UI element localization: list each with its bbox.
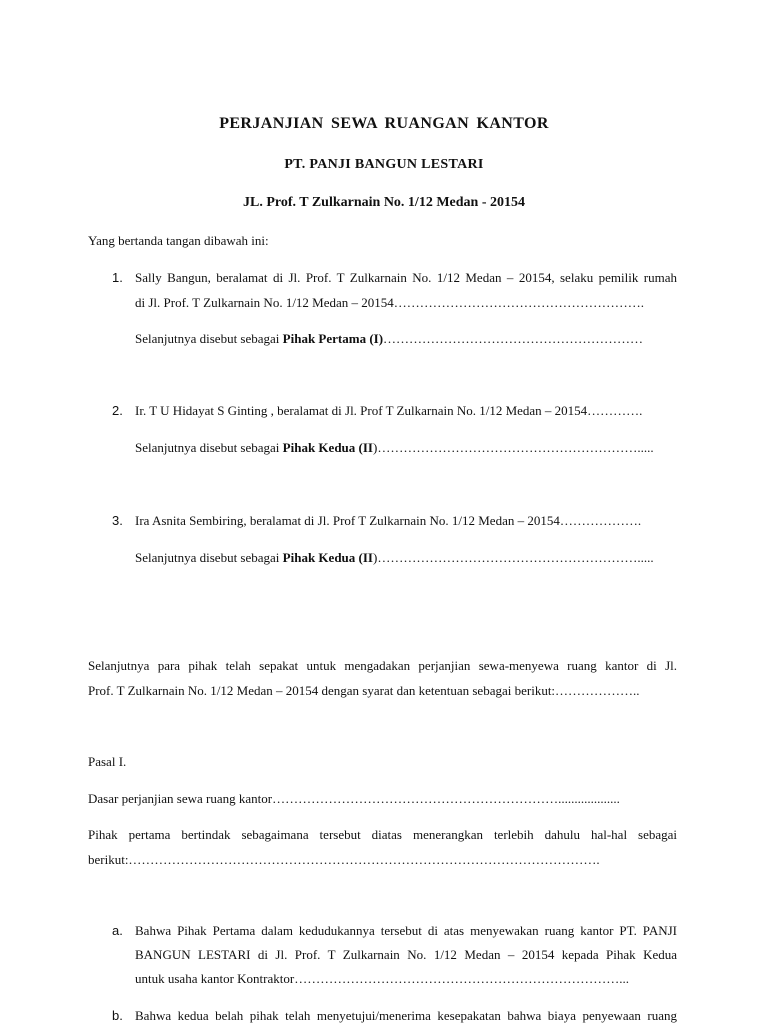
party-role: Pihak Kedua (II bbox=[282, 550, 373, 565]
party-role: Pihak Pertama (I) bbox=[282, 331, 384, 346]
party-3-reference bbox=[135, 550, 654, 566]
reference-prefix: Selanjutnya disebut sebagai bbox=[135, 440, 283, 455]
party-number: 1. bbox=[112, 270, 123, 285]
intro-text: Yang bertanda tangan dibawah ini: bbox=[88, 233, 269, 248]
party-1-line-2: di Jl. Prof. T Zulkarnain No. 1/12 Medan – 20154…………………………………………………. bbox=[135, 295, 645, 310]
pasal-heading: Pasal I. bbox=[88, 754, 127, 769]
party-role: Pihak Kedua (II bbox=[282, 440, 373, 455]
item-letter: b. bbox=[112, 1008, 123, 1023]
item-b-line-1: Bahwa kedua belah pihak telah menyetujui/menerima kesepakatan bahwa biaya penyewaan ruang bbox=[135, 1008, 677, 1023]
reference-suffix: …………………………………………………… bbox=[383, 331, 644, 346]
party-number: 3. bbox=[112, 513, 123, 528]
item-a-line-3: untuk usaha kantor Kontraktor…………………………………………………………………... bbox=[135, 971, 629, 986]
pasal-description-line-2: berikut:………………………………………………………………………………………………. bbox=[88, 852, 600, 867]
reference-prefix: Selanjutnya disebut sebagai bbox=[135, 331, 283, 346]
party-3-line-1: Ira Asnita Sembiring, beralamat di Jl. Prof T Zulkarnain No. 1/12 Medan – 20154………………. bbox=[135, 513, 642, 528]
pasal-basis: Dasar perjanjian sewa ruang kantor…………………………………………………………................... bbox=[88, 791, 620, 806]
document-title: PERJANJIAN SEWA RUANGAN KANTOR bbox=[219, 115, 549, 132]
company-address: JL. Prof. T Zulkarnain No. 1/12 Medan - 20154 bbox=[243, 195, 525, 210]
item-a-line-2: BANGUN LESTARI di Jl. Prof. T Zulkarnain No. 1/12 Medan – 20154 kepada Pihak Kedua bbox=[135, 947, 677, 962]
company-name: PT. PANJI BANGUN LESTARI bbox=[284, 157, 484, 172]
party-1-line-1: Sally Bangun, beralamat di Jl. Prof. T Zulkarnain No. 1/12 Medan – 20154, selaku pemilik rumah bbox=[135, 270, 677, 285]
party-2-reference bbox=[135, 440, 654, 456]
party-1-reference bbox=[135, 331, 643, 347]
reference-suffix: )……………………………………………………..... bbox=[372, 550, 654, 565]
item-letter: a. bbox=[112, 923, 123, 938]
reference-suffix: )……………………………………………………..... bbox=[372, 440, 654, 455]
party-2-line-1: Ir. T U Hidayat S Ginting , beralamat di Jl. Prof T Zulkarnain No. 1/12 Medan – 20154…………. bbox=[135, 403, 643, 418]
reference-prefix: Selanjutnya disebut sebagai bbox=[135, 550, 283, 565]
item-a-line-1: Bahwa Pihak Pertama dalam kedudukannya tersebut di atas menyewakan ruang kantor PT. PANJI bbox=[135, 923, 677, 938]
agreement-line-1: Selanjutnya para pihak telah sepakat untuk mengadakan perjanjian sewa-menyewa ruang kantor di Jl. bbox=[88, 658, 677, 673]
agreement-line-2: Prof. T Zulkarnain No. 1/12 Medan – 20154 dengan syarat dan ketentuan sebagai berikut:……………….. bbox=[88, 683, 640, 698]
pasal-description-line-1: Pihak pertama bertindak sebagaimana tersebut diatas menerangkan terlebih dahulu hal-hal sebagai bbox=[88, 827, 677, 842]
party-number: 2. bbox=[112, 403, 123, 418]
